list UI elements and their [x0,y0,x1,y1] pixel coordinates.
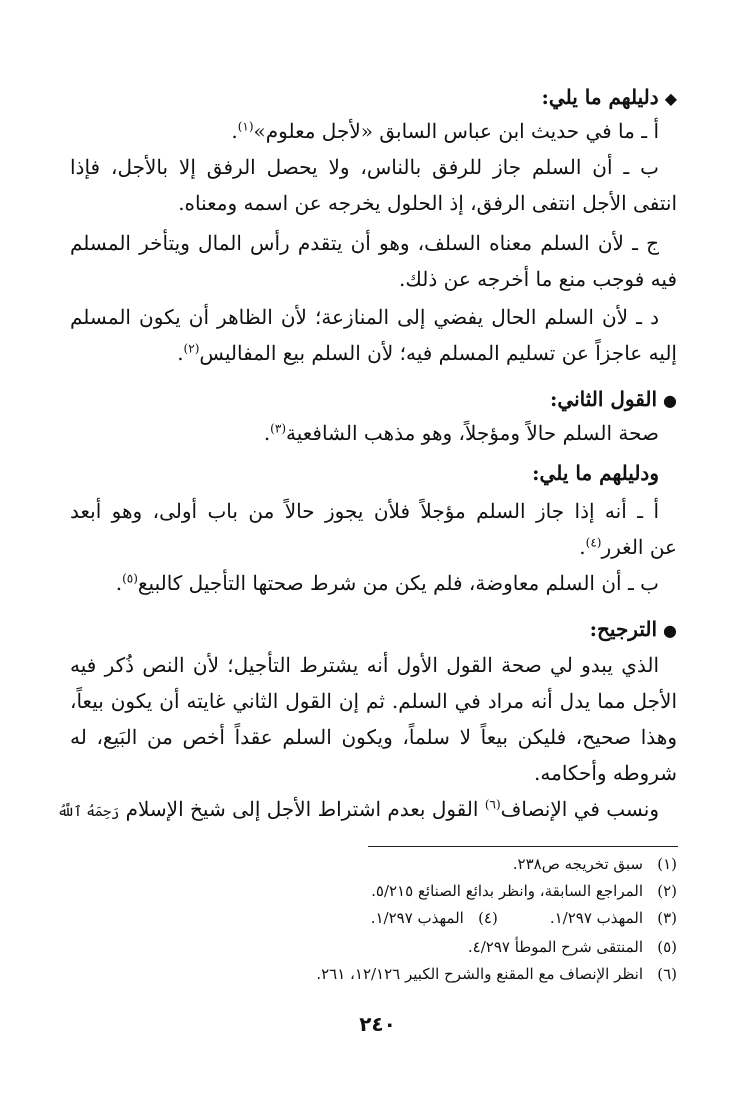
footnote-ref[interactable]: (٥) [122,571,138,586]
footnote-6: (٦)انظر الإنصاف مع المقنع والشرح الكبير ١٢/١٢٦، ٢٦١. [316,965,677,983]
circle-bullet-icon: ● [663,621,677,640]
proof1-item-b-line1: ب ـ أن السلم جاز للرفق بالناس، ولا يحصل الرفق إلا بالأجل، فإذا [70,155,659,179]
footnote-divider [368,846,678,847]
tarjih-line4: شروطه وأحكامه. [534,761,677,785]
footnote-ref[interactable]: (٤) [585,535,602,550]
second-opinion-text: صحة السلم حالاً ومؤجلاً، وهو مذهب الشافعية$^{(٣)}$. [263,421,659,445]
tarjih-line1: الذي يبدو لي صحة القول الأول أنه يشترط التأجيل؛ لأن النص ذُكر فيه [70,653,659,677]
proof2-item-b: ب ـ أن السلم معاوضة، فلم يكن من شرط صحتها التأجيل كالبيع$^{(٥)}$. [115,571,659,595]
tarjih-line2: الأجل مما يدل أنه مراد في السلم. ثم إن القول الثاني غايته أن يكون بيعاً، [70,689,677,713]
tarjih-heading: ●الترجيح: [70,612,677,646]
second-opinion-heading: ●القول الثاني: [70,382,677,416]
footnote-ref[interactable]: (٣) [270,421,286,436]
proof1-item-b-line2: انتفى الأجل انتفى الرفق، إذ الحلول يخرجه عن اسمه ومعناه. [178,191,677,215]
proof1-item-d-line1: د ـ لأن السلم الحال يفضي إلى المنازعة؛ لأن الظاهر أن يكون المسلم [70,305,659,329]
page-number: ٢٤٠ [359,1012,396,1036]
proof2-item-a-line1: أ ـ أنه إذا جاز السلم مؤجلاً فلأن يجوز حالاً من باب أولى، وهو أبعد [70,499,659,523]
proof2-item-a-line2: عن الغرر$^{(٤)}$. [579,535,677,559]
tarjih-line3: وهذا صحيح، فليكن بيعاً لا سلماً، ويكون السلم عقداً أخص من البَيع، له [70,725,677,749]
proof2-heading: ودليلهم ما يلي: [532,461,659,485]
proof1-item-d-line2: إليه عاجزاً عن تسليم المسلم فيه؛ لأن السلم بيع المفاليس$^{(٢)}$. [177,341,677,365]
proof1-heading: ◆دليلهم ما يلي: [70,80,677,114]
footnote-ref[interactable]: (١) [237,119,254,134]
circle-bullet-icon: ● [663,391,677,410]
footnote-5: (٥)المنتقى شرح الموطأ ٤/٢٩٧. [467,938,677,956]
footnote-2: (٢)المراجع السابقة، وانظر بدائع الصنائع ٥/٢١٥. [371,882,677,900]
footnote-1: (١)سبق تخريجه ص٢٣٨. [512,855,677,873]
proof1-item-a: أ ـ ما في حديث ابن عباس السابق «لأجل معلوم»$^{(١)}$. [231,119,659,143]
footnote-3-4: (٣)المهذب ١/٢٩٧.(٤)المهذب ١/٢٩٧. [370,909,677,927]
footnote-ref[interactable]: (٢) [183,341,200,356]
tarjih-line5: ونسب في الإنصاف$^{(٦)}$ القول بعدم اشتراط الأجل إلى شيخ الإسلام رَحِمَهُ ٱللَّهُ [57,797,659,821]
diamond-bullet-icon: ◆ [664,89,677,108]
honorific-ligature: رَحِمَهُ ٱللَّهُ [57,804,120,820]
proof1-item-c-line1: ج ـ لأن السلم معناه السلف، وهو أن يتقدم رأس المال ويتأخر المسلم [70,231,659,255]
footnote-ref[interactable]: (٦) [484,797,501,812]
proof1-item-c-line2: فيه فوجب منع ما أخرجه عن ذلك. [399,267,677,291]
